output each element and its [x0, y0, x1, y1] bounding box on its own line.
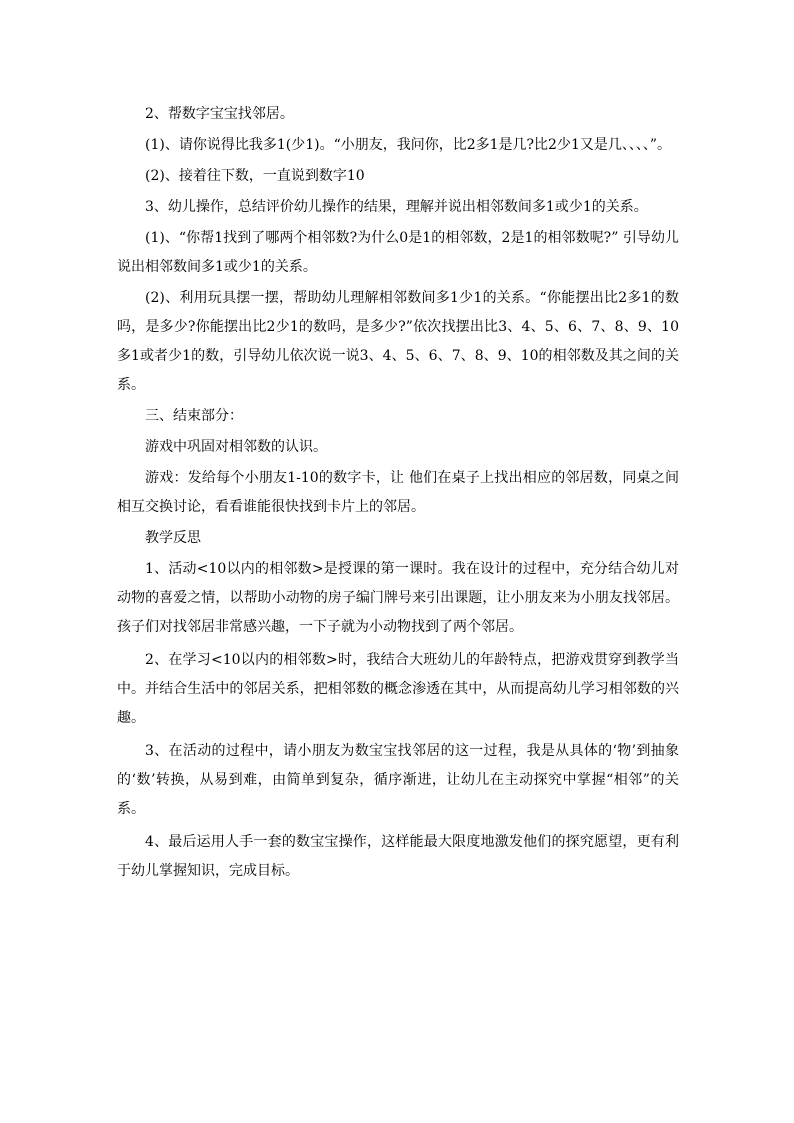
section-heading-reflection: 教学反思 — [145, 530, 201, 546]
paragraph-reflection-4: 4、最后运用人手一套的数宝宝操作，这样能最大限度地激发他们的探究愿望，更有利于幼儿掌握知识，完成目标。 — [117, 834, 679, 879]
paragraph-step-3-1: (1)、“你帮1找到了哪两个相邻数?为什么0是1的相邻数，2是1的相邻数呢?” 引导幼儿说出相邻数间多1或少1的关系。 — [117, 230, 679, 275]
paragraph-step-2-1: (1)、请你说得比我多1(少1)。“小朋友，我问你，比2多1是几?比2少1又是几、、、、”。 — [145, 137, 672, 153]
paragraph-reflection-2: 2、在学习<10以内的相邻数>时，我结合大班幼儿的年龄特点，把游戏贯穿到教学当中。并结合生活中的邻居关系，把相邻数的概念渗透在其中，从而提高幼儿学习相邻数的兴趣。 — [117, 652, 679, 726]
paragraph-game-intro: 游戏中巩固对相邻数的认识。 — [145, 439, 327, 455]
paragraph-step-3: 3、幼儿操作，总结评价幼儿操作的结果，理解并说出相邻数间多1或少1的关系。 — [145, 199, 648, 215]
paragraph-step-2-2: (2)、接着往下数，一直说到数字10 — [145, 168, 365, 184]
paragraph-step-3-2: (2)、利用玩具摆一摆，帮助幼儿理解相邻数间多1少1的关系。“你能摆出比2多1的数吗，是多少?你能摆出比2少1的数吗，是多少?”依次找摆出比3、4、5、6、7、8、9、10多1或者少1的数，引导幼儿依次说一说3、4、5、6、7、8、9、10的相邻数及其之间的关系。 — [117, 290, 679, 393]
paragraph-step-2: 2、帮数字宝宝找邻居。 — [145, 106, 294, 122]
paragraph-reflection-1: 1、活动<10以内的相邻数>是授课的第一课时。我在设计的过程中，充分结合幼儿对动物的喜爱之情，以帮助小动物的房子编门牌号来引出课题，让小朋友来为小朋友找邻居。孩子们对找邻居非常感兴趣，一下子就为小动物找到了两个邻居。 — [117, 561, 679, 635]
section-heading-ending: 三、结束部分： — [145, 408, 243, 424]
document-page — [117, 100, 679, 886]
paragraph-game-rules: 游戏：发给每个小朋友1-10的数字卡，让 他们在桌子上找出相应的邻居数，同桌之间相互交换讨论，看看谁能很快找到卡片上的邻居。 — [117, 470, 679, 515]
paragraph-reflection-3: 3、在活动的过程中，请小朋友为数宝宝找邻居的这一过程，我是从具体的‘物’到抽象的‘数’转换，从易到难，由简单到复杂，循序渐进，让幼儿在主动探究中掌握“相邻”的关系。 — [117, 743, 679, 817]
